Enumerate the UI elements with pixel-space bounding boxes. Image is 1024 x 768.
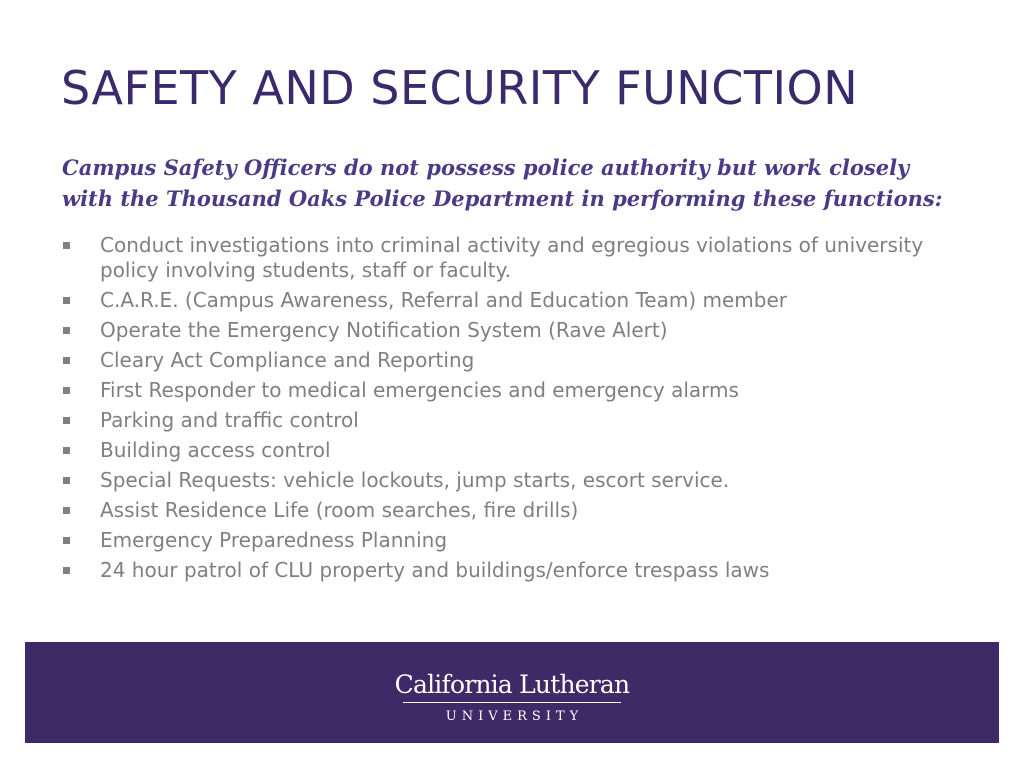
square-bullet-icon [63,537,70,544]
square-bullet-icon [63,357,70,364]
bullet-text: Emergency Preparedness Planning [100,528,448,552]
bullet-item [60,528,960,553]
slide-title: SAFETY AND SECURITY FUNCTION [61,61,859,115]
square-bullet-icon [63,567,70,574]
square-bullet-icon [63,387,70,394]
bullet-text: Operate the Emergency Notification System (Rave Alert) [100,318,668,342]
bullet-item [60,378,960,403]
square-bullet-icon [63,477,70,484]
bullet-text: C.A.R.E. (Campus Awareness, Referral and Education Team) member [100,288,788,312]
bullet-text: Parking and traffic control [100,408,359,432]
square-bullet-icon [63,242,70,249]
bullet-text: Cleary Act Compliance and Reporting [100,348,475,372]
slide-subtitle: Campus Safety Officers do not possess police authority but work closely with the Thousand Oaks Police Department in performing these functions: [62,155,943,211]
square-bullet-icon [63,327,70,334]
bullet-text: First Responder to medical emergencies and emergency alarms [100,378,739,402]
bullet-item [60,498,960,523]
logo-divider [403,702,621,703]
bullet-text: 24 hour patrol of CLU property and buildings/enforce trespass laws [100,558,770,582]
university-logo [25,670,999,725]
bullet-item [60,348,960,373]
bullet-text: Special Requests: vehicle lockouts, jump starts, escort service. [100,468,730,492]
bullet-item [60,288,960,313]
square-bullet-icon [63,417,70,424]
bullet-list [60,233,960,588]
bullet-text: Building access control [100,438,331,462]
logo-wordmark: California Lutheran [394,670,630,699]
bullet-text: Assist Residence Life (room searches, fire drills) [100,498,579,522]
bullet-text: Conduct investigations into criminal activity and egregious violations of university policy involving students, staff or faculty. [100,233,924,282]
bullet-item [60,233,960,283]
bullet-item [60,408,960,433]
bullet-item [60,468,960,493]
bullet-item [60,318,960,343]
square-bullet-icon [63,507,70,514]
square-bullet-icon [63,447,70,454]
bullet-item [60,438,960,463]
footer-band [25,642,999,743]
square-bullet-icon [63,297,70,304]
logo-subtitle: UNIVERSITY [445,709,584,724]
bullet-item [60,558,960,583]
